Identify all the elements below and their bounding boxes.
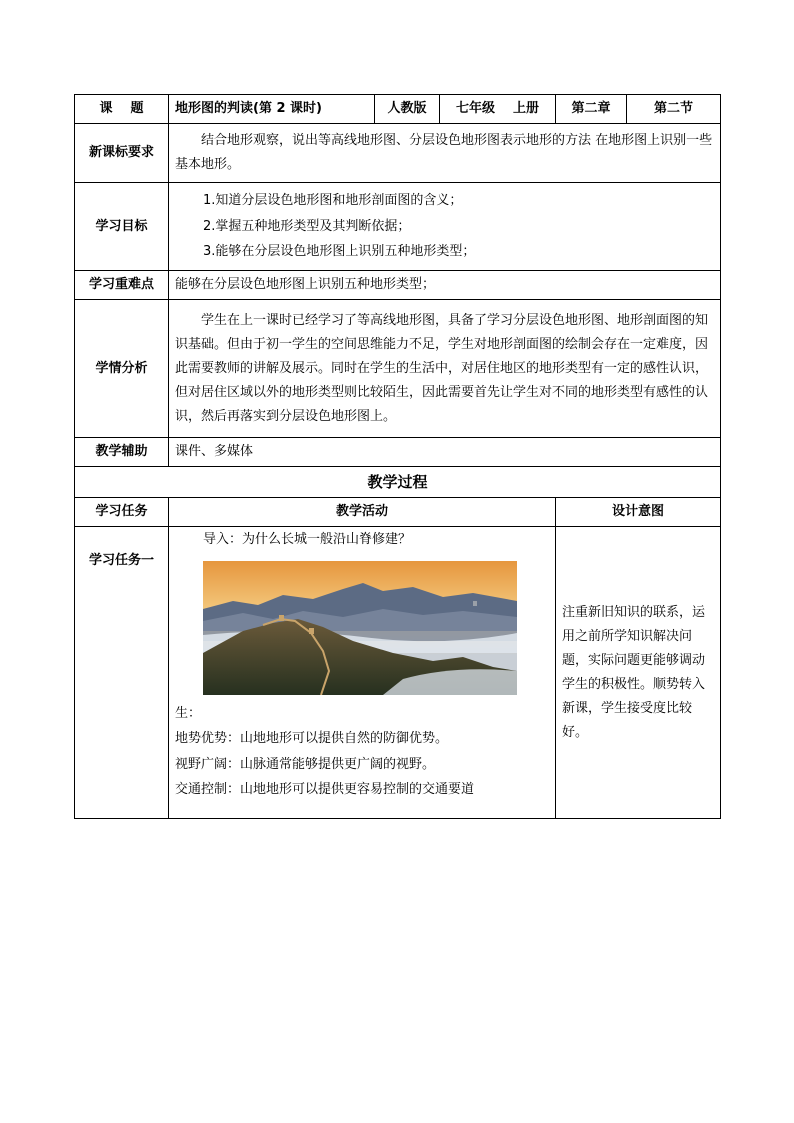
task-label: 学习任务一	[75, 527, 169, 819]
analysis-label: 学情分析	[75, 300, 169, 438]
keypoint-text: 能够在分层设色地形图上识别五种地形类型；	[169, 271, 721, 300]
lesson-title: 地形图的判读(第 2 课时)	[169, 95, 375, 124]
answer-item: 交通控制：山地地形可以提供更容易控制的交通要道	[175, 782, 475, 797]
goals-cell	[169, 183, 721, 271]
activity-cell	[169, 527, 556, 819]
answer-item: 视野广阔：山脉通常能够提供更广阔的视野。	[175, 756, 436, 772]
goals-label: 学习目标	[75, 183, 169, 271]
keypoint-label: 学习重难点	[75, 271, 169, 300]
publisher: 人教版	[375, 95, 440, 124]
aids-text: 课件、多媒体	[169, 438, 721, 467]
lesson-plan-table	[74, 94, 721, 819]
col-task-header: 学习任务	[75, 498, 169, 527]
col-intent-header: 设计意图	[556, 498, 721, 527]
process-title: 教学过程	[75, 467, 721, 498]
topic-label: 课 题	[75, 95, 169, 124]
goal-item: 2.掌握五种地形类型及其判断依据；	[203, 218, 411, 234]
goal-item: 3.能够在分层设色地形图上识别五种地形类型；	[203, 244, 476, 260]
student-label: 生：	[175, 705, 202, 721]
answer-item: 地势优势：山地地形可以提供自然的防御优势。	[175, 731, 449, 746]
section: 第二节	[627, 95, 721, 124]
goal-item: 1.知道分层设色地形图和地形剖面图的含义；	[203, 193, 463, 209]
grade: 七年级 上册	[440, 95, 556, 124]
col-activity-header: 教学活动	[169, 498, 556, 527]
aids-label: 教学辅助	[75, 438, 169, 467]
analysis-text: 学生在上一课时已经学习了等高线地形图，具备了学习分层设色地形图、地形剖面图的知识基础。但由于初一学生的空间思维能力不足，学生对地形剖面图的绘制会存在一定难度，因此需要教师的讲解及展示。同时在学生的生活中，对居住地区的地形类型有一定的感性认识，但对居住区域以外的地形类型则比较陌生，因此需要首先让学生对不同的地形类型有感性的认识，然后再落实到分层设色地形图上。	[169, 300, 721, 438]
design-intent-text: 注重新旧知识的联系，运用之前所学知识解决问题，实际问题更能够调动学生的积极性。顺势转入新课，学生接受度比较好。	[556, 527, 721, 819]
standard-text: 结合地形观察，说出等高线地形图、分层设色地形图表示地形的方法 在地形图上识别一些基本地形。	[169, 124, 721, 183]
chapter: 第二章	[556, 95, 627, 124]
intro-question: 导入：为什么长城一般沿山脊修建？	[203, 532, 412, 547]
standard-label: 新课标要求	[75, 124, 169, 183]
great-wall-image	[203, 561, 517, 695]
